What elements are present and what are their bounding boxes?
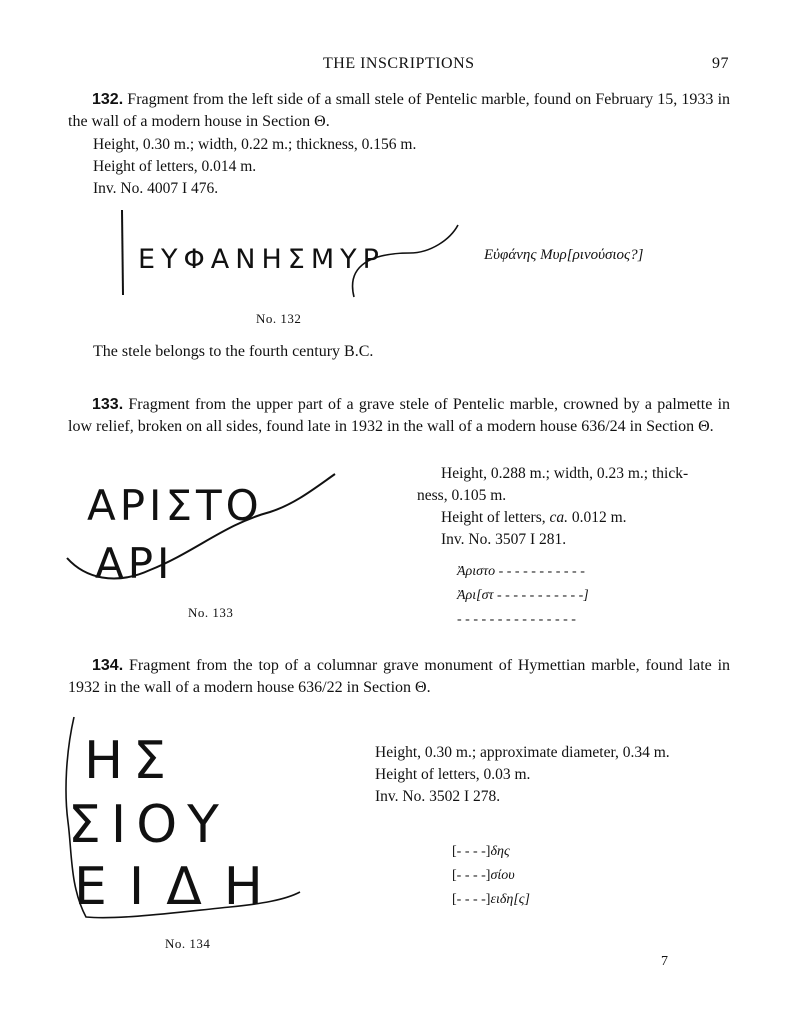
entry-132-inscription-letters: ΕΥΦΑΝΗΣΜΥΡ xyxy=(138,244,385,275)
entry-132-note: The stele belongs to the fourth century B.C. xyxy=(93,343,374,360)
transcription-line: [- - - -]ειδη[ς] xyxy=(452,892,530,907)
entry-133-inscription-drawing xyxy=(65,468,345,588)
running-title: THE INSCRIPTIONS xyxy=(323,55,475,72)
entry-133-description: Fragment from the upper part of a grave stele of Pentelic marble, crowned by a palmette in low relief, broken on all sides, found late in 1932 in the wall of a modern house 636/24 in Section Θ. xyxy=(68,396,731,435)
entry-134-inventory: Inv. No. 3502 I 278. xyxy=(375,788,501,805)
entry-133-inventory: Inv. No. 3507 I 281. xyxy=(441,531,567,548)
entry-132-transcription: Εὐφάνης Μυρ[ρινούσιος?] xyxy=(484,247,644,263)
transcription-line: Ἀριστο - - - - - - - - - - - xyxy=(457,564,585,579)
entry-132-metadata xyxy=(93,134,416,200)
transcription-line: - - - - - - - - - - - - - - - xyxy=(457,612,576,627)
entry-134-inscription-drawing xyxy=(60,712,320,927)
entry-133-letter-height: Height of letters, ca. 0.012 m. xyxy=(441,509,627,526)
entry-132-number: 132. xyxy=(92,91,124,108)
entry-133-dimensions-line-2: ness, 0.105 m. xyxy=(417,487,507,504)
entry-132-inscription-drawing xyxy=(110,205,480,305)
entry-132-inventory: Inv. No. 4007 I 476. xyxy=(93,180,219,197)
signature-mark: 7 xyxy=(661,954,668,969)
break-line xyxy=(353,225,458,297)
entry-133-paragraph xyxy=(68,394,730,438)
entry-134-transcription xyxy=(452,840,530,912)
entry-132-letter-height: Height of letters, 0.014 m. xyxy=(93,158,257,175)
entry-134-inscription-line-2: ΣΙΟΥ xyxy=(68,795,229,855)
entry-134-dimensions: Height, 0.30 m.; approximate diameter, 0.34 m. xyxy=(375,744,670,761)
transcription-line: Ἀρι[στ - - - - - - - - - - -] xyxy=(457,588,589,603)
entry-134-description: Fragment from the top of a columnar grave monument of Hymettian marble, found late in 1932 in the wall of a modern house 636/22 in Section Θ. xyxy=(68,657,731,696)
entry-134-letter-height: Height of letters, 0.03 m. xyxy=(375,766,531,783)
entry-132-dimensions: Height, 0.30 m.; width, 0.22 m.; thickness, 0.156 m. xyxy=(93,136,417,153)
entry-133-transcription xyxy=(457,560,589,632)
entry-133-dimensions-line-1: Height, 0.288 m.; width, 0.23 m.; thick- xyxy=(441,465,689,482)
entry-133-inscription-line-2: ΑΡΙ xyxy=(95,539,174,588)
transcription-line: [- - - -]δης xyxy=(452,844,510,859)
entry-133-inscription-line-1: ΑΡΙΣΤΟ xyxy=(87,481,263,530)
entry-133-number: 133. xyxy=(92,396,124,413)
entry-132-caption: No. 132 xyxy=(256,311,302,326)
entry-132-description: Fragment from the left side of a small stele of Pentelic marble, found on February 15, 1933 in the wall of a modern house in Section Θ. xyxy=(68,91,731,130)
entry-134-inscription-line-1: ΗΣ xyxy=(84,731,176,791)
entry-134-number: 134. xyxy=(92,657,124,674)
stele-edge-line xyxy=(122,210,123,295)
entry-133-caption: No. 133 xyxy=(188,605,234,620)
transcription-line: [- - - -]σίου xyxy=(452,868,515,883)
entry-134-caption: No. 134 xyxy=(165,936,211,951)
page-number: 97 xyxy=(712,55,729,72)
entry-132-paragraph xyxy=(68,89,730,133)
entry-133-metadata xyxy=(417,463,731,551)
entry-134-paragraph xyxy=(68,655,730,699)
entry-134-metadata xyxy=(375,742,670,808)
entry-134-inscription-line-3: ΕΙΔΗ xyxy=(74,857,285,917)
